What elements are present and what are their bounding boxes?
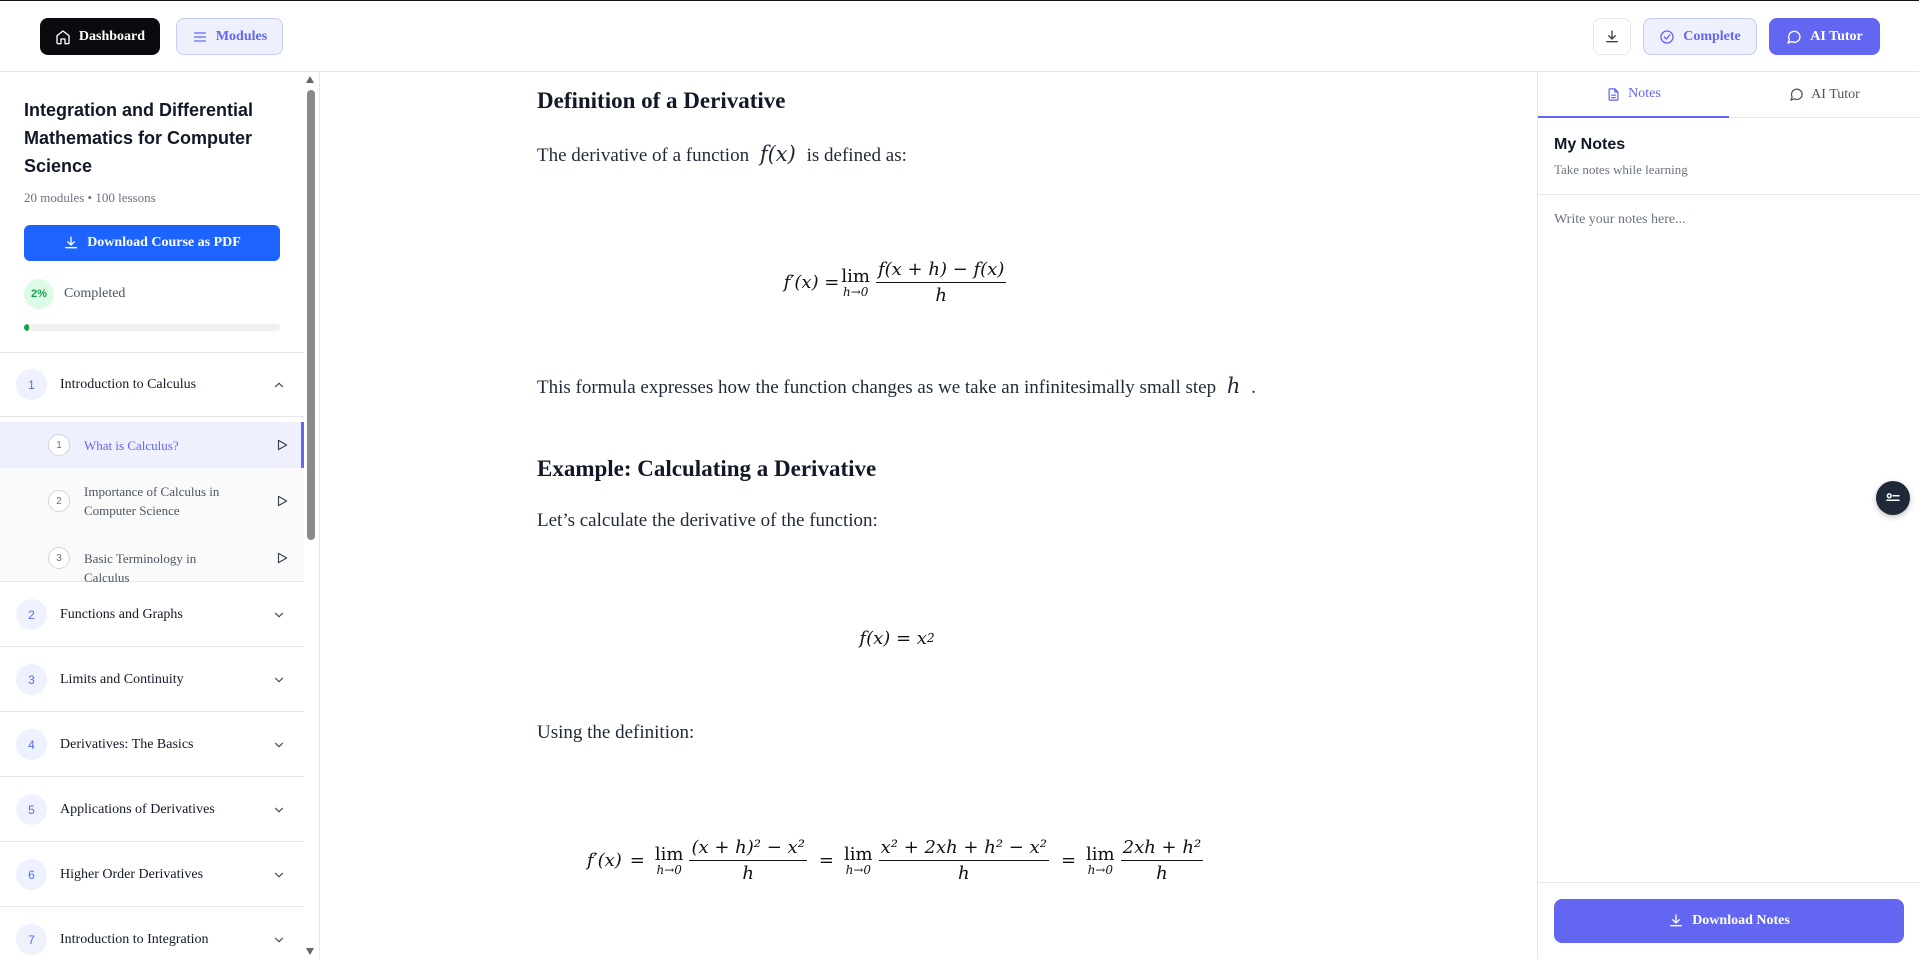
inline-math: f(x) bbox=[759, 142, 796, 166]
fraction-denominator: h bbox=[957, 862, 970, 884]
complete-button[interactable] bbox=[1643, 18, 1757, 55]
sidebar-scrollbar[interactable] bbox=[306, 72, 316, 959]
equation-lhs: f′(x) bbox=[586, 849, 622, 871]
document-icon bbox=[1606, 87, 1621, 102]
paragraph-text: is defined as: bbox=[806, 145, 907, 166]
section-heading: Definition of a Derivative bbox=[537, 88, 786, 113]
fraction bbox=[876, 259, 1006, 306]
menu-icon bbox=[192, 29, 208, 45]
limit-label: lim bbox=[1086, 843, 1115, 865]
dashboard-label: Dashboard bbox=[78, 28, 146, 44]
module-number: 6 bbox=[16, 859, 47, 890]
chevron-down-icon bbox=[272, 738, 286, 752]
progress-bar bbox=[24, 324, 280, 331]
notes-panel bbox=[1537, 72, 1919, 959]
limit-operator bbox=[841, 266, 870, 299]
inline-math: h bbox=[1226, 374, 1241, 398]
paragraph-text: This formula expresses how the function changes as we take an infinitesimally small step bbox=[537, 377, 1217, 398]
lesson-list bbox=[0, 422, 304, 585]
scroll-up-arrow-icon[interactable] bbox=[306, 76, 314, 83]
module-number: 3 bbox=[16, 664, 47, 695]
limit-label: lim bbox=[841, 265, 870, 287]
play-icon bbox=[275, 551, 289, 565]
top-bar bbox=[0, 0, 1919, 72]
home-icon bbox=[55, 29, 71, 45]
scroll-down-arrow-icon[interactable] bbox=[306, 948, 314, 955]
derivative-definition-equation bbox=[537, 252, 1257, 312]
module-title: Limits and Continuity bbox=[60, 671, 184, 687]
dashboard-button[interactable] bbox=[40, 18, 160, 55]
course-meta: 20 modules • 100 lessons bbox=[24, 190, 156, 205]
limit-label: lim bbox=[654, 843, 684, 865]
paragraph-text: The derivative of a function bbox=[537, 145, 750, 166]
function-equation bbox=[537, 618, 1257, 658]
module-item-4[interactable] bbox=[0, 713, 304, 777]
course-title: Integration and Differential Mathematics for Computer Science bbox=[24, 100, 254, 176]
module-item-3[interactable] bbox=[0, 648, 304, 712]
download-icon bbox=[63, 235, 79, 251]
limit-subscript: h→0 bbox=[656, 862, 682, 877]
download-notes-button[interactable] bbox=[1554, 899, 1904, 943]
lesson-title: Basic Terminology in Calculus bbox=[84, 551, 197, 585]
notes-subheading: Take notes while learning bbox=[1554, 162, 1688, 177]
download-course-pdf-label: Download Course as PDF bbox=[87, 235, 241, 250]
fraction bbox=[1121, 837, 1204, 884]
fraction bbox=[689, 837, 806, 884]
completed-label: Completed bbox=[64, 286, 126, 301]
lesson-title: What is Calculus? bbox=[84, 438, 179, 453]
divider bbox=[1538, 194, 1919, 195]
lesson-content bbox=[321, 72, 1537, 959]
notes-textarea[interactable] bbox=[1554, 212, 1904, 742]
download-notes-label: Download Notes bbox=[1692, 913, 1790, 928]
course-sidebar bbox=[0, 72, 320, 959]
module-number: 5 bbox=[16, 794, 47, 825]
module-title: Functions and Graphs bbox=[60, 606, 183, 622]
limit-operator bbox=[844, 844, 873, 877]
chevron-down-icon bbox=[272, 868, 286, 882]
download-button[interactable] bbox=[1593, 18, 1631, 55]
module-number: 4 bbox=[16, 729, 47, 760]
tab-notes[interactable] bbox=[1538, 72, 1729, 118]
modules-button[interactable] bbox=[176, 18, 283, 55]
limit-operator bbox=[655, 844, 684, 877]
limit-subscript: h→0 bbox=[842, 284, 869, 299]
lesson-item-2[interactable] bbox=[0, 468, 304, 534]
limit-subscript: h→0 bbox=[1087, 862, 1114, 877]
module-item-2[interactable] bbox=[0, 583, 304, 647]
fraction-denominator: h bbox=[742, 862, 754, 884]
list-filter-icon bbox=[1884, 489, 1902, 507]
tab-ai-tutor[interactable] bbox=[1729, 72, 1919, 118]
floating-action-button[interactable] bbox=[1876, 481, 1910, 515]
tab-ai-tutor-label: AI Tutor bbox=[1811, 86, 1860, 102]
fraction-denominator: h bbox=[1156, 862, 1168, 884]
equation-base: f(x) = x bbox=[859, 627, 927, 649]
complete-label: Complete bbox=[1683, 28, 1741, 44]
chat-bubble-icon bbox=[1789, 87, 1804, 102]
lesson-number: 1 bbox=[48, 434, 70, 456]
fraction-numerator: 2xh + h² bbox=[1121, 837, 1204, 861]
paragraph bbox=[537, 374, 1256, 399]
module-item-7[interactable] bbox=[0, 908, 304, 959]
equation-exponent: 2 bbox=[926, 631, 935, 645]
module-title: Derivatives: The Basics bbox=[60, 736, 194, 752]
download-icon bbox=[1668, 913, 1684, 929]
chevron-down-icon bbox=[272, 933, 286, 947]
play-icon bbox=[275, 494, 289, 508]
module-title: Introduction to Calculus bbox=[60, 376, 197, 392]
paragraph-text: . bbox=[1251, 377, 1256, 398]
lesson-item-3[interactable] bbox=[0, 534, 304, 585]
module-title: Applications of Derivatives bbox=[60, 801, 215, 817]
fraction-numerator: x² + 2xh + h² − x² bbox=[879, 837, 1049, 861]
module-item-5[interactable] bbox=[0, 778, 304, 842]
module-title: Higher Order Derivatives bbox=[60, 866, 204, 882]
module-title: Introduction to Integration bbox=[60, 931, 209, 947]
fraction-numerator: f(x + h) − f(x) bbox=[876, 259, 1006, 283]
divider bbox=[1538, 882, 1919, 883]
equation-lhs: f′(x) = bbox=[783, 271, 840, 293]
equals-sign: = bbox=[629, 849, 645, 871]
progress-bar-fill bbox=[24, 324, 29, 331]
equals-sign: = bbox=[818, 849, 835, 871]
chevron-down-icon bbox=[272, 608, 286, 622]
ai-tutor-label: AI Tutor bbox=[1810, 28, 1863, 44]
lesson-title: Importance of Calculus in Computer Science bbox=[84, 484, 220, 518]
ai-tutor-button[interactable] bbox=[1769, 18, 1880, 55]
progress-summary bbox=[24, 279, 125, 309]
paragraph: Let’s calculate the derivative of the function: bbox=[537, 510, 878, 531]
module-number: 1 bbox=[16, 369, 47, 400]
paragraph: Using the definition: bbox=[537, 722, 695, 743]
module-number: 7 bbox=[16, 924, 47, 955]
equals-sign: = bbox=[1060, 849, 1077, 871]
chevron-down-icon bbox=[272, 673, 286, 687]
module-number: 2 bbox=[16, 599, 47, 630]
progress-percent-badge: 2% bbox=[24, 279, 54, 309]
lesson-number: 2 bbox=[48, 490, 70, 512]
fraction-denominator: h bbox=[935, 284, 947, 306]
check-circle-icon bbox=[1659, 29, 1675, 45]
download-icon bbox=[1604, 29, 1620, 45]
fraction-numerator: (x + h)² − x² bbox=[689, 837, 806, 861]
limit-label: lim bbox=[844, 843, 873, 865]
fraction bbox=[879, 837, 1049, 884]
download-course-pdf-button[interactable] bbox=[24, 225, 280, 261]
derivative-calculation-equation bbox=[537, 830, 1257, 890]
limit-subscript: h→0 bbox=[845, 862, 872, 877]
play-icon bbox=[275, 438, 289, 452]
lesson-number: 3 bbox=[48, 547, 70, 569]
scrollbar-thumb[interactable] bbox=[307, 90, 315, 540]
chevron-down-icon bbox=[272, 803, 286, 817]
limit-operator bbox=[1086, 844, 1115, 877]
tab-notes-label: Notes bbox=[1628, 86, 1661, 101]
modules-label: Modules bbox=[215, 28, 268, 44]
chat-bubble-icon bbox=[1786, 29, 1802, 45]
paragraph bbox=[537, 142, 907, 167]
module-item-1[interactable] bbox=[0, 353, 304, 417]
module-item-6[interactable] bbox=[0, 843, 304, 907]
chevron-up-icon bbox=[272, 378, 286, 392]
notes-heading: My Notes bbox=[1554, 136, 1626, 153]
lesson-item-1[interactable] bbox=[0, 422, 304, 468]
section-heading: Example: Calculating a Derivative bbox=[537, 456, 877, 481]
